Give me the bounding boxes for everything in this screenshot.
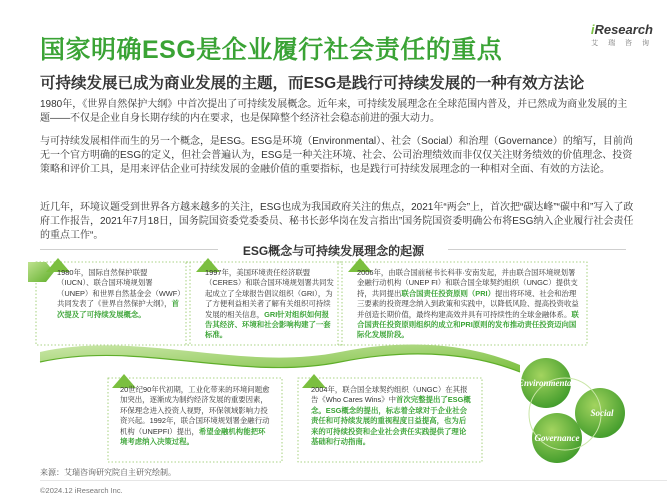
- footer-rule: [40, 480, 667, 481]
- event-text: 20世纪90年代初期，工业化带来的环境问题愈加突出，逐渐成为制约经济发展的重要因素，环保理念进入投资人视野，环保领域影响力投资兴起。1992年，联合国环境规划署金融行动机构（UNEPFI）提出，: [120, 385, 270, 436]
- event-highlight: 首次完整提出了ESG概念。ESG概念的提出，标志着全球对于企业社会责任和可持续发展的重视程度日益提高，也为后来的可持续投资和企业社会责任实践提供了理论基础和行动指南。: [311, 395, 471, 447]
- page-title: 国家明确ESG是企业履行社会责任的重点: [40, 36, 503, 64]
- esg-label-governance: Governance: [534, 433, 580, 443]
- paragraph-3: 近几年，环境议题受到世界各方越来越多的关注，ESG也成为我国政府关注的焦点，2021年“两会”上，首次把“碳达峰”“碳中和”写入了政府工作报告，2021年7月18日，国务院国资委党委委员、秘书长彭华岗在发言指出”国务院国资委明确公布将ESG纳入企业履行社会责任的重点工作“。: [40, 202, 634, 241]
- event-text: 1980年，国际自然保护联盟（IUCN）、联合国环境规划署（UNEP）和世界自然基金会（WWF）共同发表了《世界自然保护大纲》，: [57, 268, 181, 309]
- esg-label-social: Social: [590, 408, 614, 418]
- event-highlight: GRI针对组织如何报告其经济、环境和社会影响构建了一套标准。: [205, 309, 331, 340]
- event-text: 2006年，由联合国前秘书长科菲·安南发起，并由联合国环境规划署金融行动机构（UNEP FI）和联合国全球契约组织（UNGC）提供支持，共同提出: [357, 268, 578, 298]
- event-text-2: 提出将环境、社会和治理三要素的投资理念纳入到政策和实践中，以降低风险、提高投资收益并创造长期价值，最终构建高效并具有可持续性的全球金融体系。: [357, 288, 579, 319]
- paragraph-2: 与可持续发展相伴而生的另一个概念，是ESG。ESG是环境（Environmental）、社会（Social）和治理（Governance）的缩写，目前尚无一个官方明确的ESG的定义，但社会普遍认为，ESG是一种关注环境、社会、公司治理绩效而非仅仅关注财务绩效的价值理念、投资策略和评价工具，是用来评估企业可持续发展的金融价值的重要指标，也是践行可持续发展理念的一种相对全面、有效的方法论。: [40, 136, 633, 175]
- event-highlight: 希望金融机构能把环境考虑纳入决策过程。: [120, 426, 266, 447]
- esg-label-environmental: Environmental: [517, 378, 575, 388]
- event-text: 1997年，美国环境责任经济联盟（CERES）和联合国环境规划署共同发起成立了全球报告倡议组织（GRI），为了方便利益相关者了解有关组织可持续发展的相关信息，: [205, 268, 334, 319]
- page-subtitle: 可持续发展已成为商业发展的主题，而ESG是践行可持续发展的一种有效方法论: [40, 75, 585, 92]
- logo-subtitle: 艾 瑞 咨 询: [591, 40, 653, 47]
- logo-prefix: i: [590, 22, 595, 37]
- event-highlight: 联合国责任投资原则（PRI）: [401, 288, 495, 298]
- event-highlight: 首次提及了可持续发展概念。: [57, 299, 179, 319]
- event-text: 2004年，联合国全球契约组织（UNGC）在其报告《Who Cares Wins》中: [311, 385, 468, 405]
- source-note: 来源：艾瑞咨询研究院自主研究绘制。: [40, 468, 176, 477]
- copyright: ©2024.12 iResearch Inc.: [40, 486, 123, 495]
- logo-main-text: Research: [594, 22, 653, 37]
- event-highlight-2: 联合国责任投资原则组织的成立和PRI原则的发布推动责任投资迈向国际化发展阶段。: [357, 309, 579, 340]
- figure-title: ESG概念与可持续发展理念的起源: [242, 244, 425, 258]
- paragraph-1: 1980年，《世界自然保护大纲》中首次提出了可持续发展概念。近年来，可持续发展理念在全球范围内普及，并已然成为商业发展的主题——不仅是企业自身长期存续的内在要求，也是保障整个经济社会稳态前进的强大动力。: [40, 99, 628, 124]
